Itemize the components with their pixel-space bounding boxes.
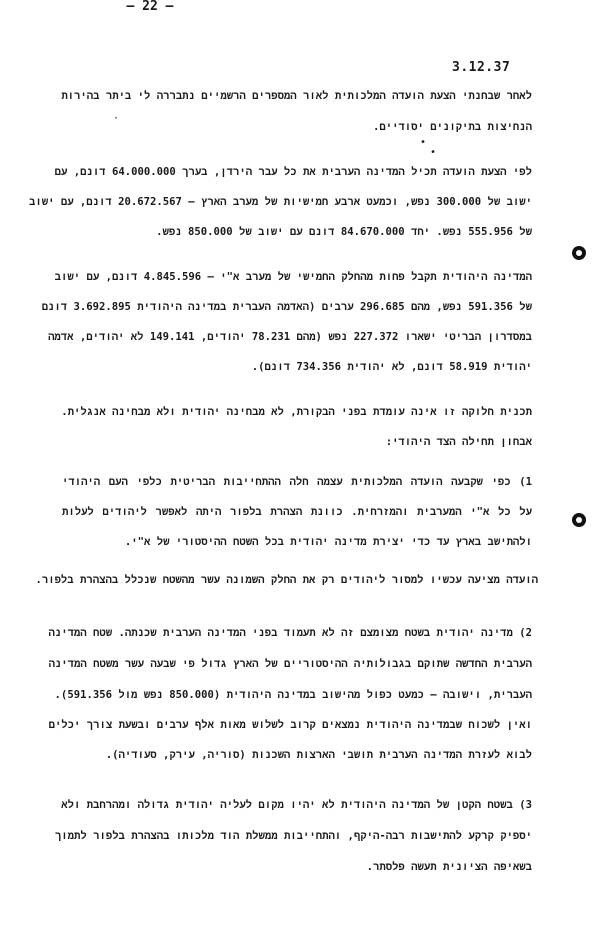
text-line: יספיק קרקע להתישבות רבה-היקף, והתחייבות ממשלת הוד מלכותו בהצהרת בלפור לתמוך [54, 830, 532, 842]
text-line: לאחר שבחנתי הצעת הועדה המלכותית לאור המספרים הרשמיים נתבררה לי ביתר בהירות [61, 90, 532, 102]
text-line: של 555.956 נפש. יחד 84.670.000 דונם עם ישוב של 850.000 נפש. [156, 226, 532, 238]
text-line: תכנית חלוקה זו אינה עומדת בפני הבקורת, לא מבחינה יהודית ולא מבחינה אנגלית. [61, 406, 532, 418]
text-line: 3) בשטח הקטן של המדינה היהודית לא יהיו מקום לעליה יהודית גדולה ומהרחבת ולא [61, 799, 532, 811]
scan-mark: • [420, 137, 427, 148]
text-line: על כל א"י המערבית והמזרחית. כוונת הצהרת בלפור היתה לאפשר ליהודים לעלות [62, 506, 532, 518]
text-line: המדינה היהודית תקבל פחות מהחלק החמישי של מערב א"י – 4.845.596 דונם, עם ישוב [54, 271, 532, 283]
text-line: הועדה מציעה עכשיו למסור ליהודים רק את החלק השמונה עשר מהשטח שנכלל בהצהרת בלפור. [35, 574, 538, 586]
scan-mark: · [113, 113, 120, 124]
letter-date: 3.12.37 [452, 60, 511, 75]
page-number: – 22 – [126, 0, 174, 14]
text-line: הערבית החדשה שתוקם בגבולותיה ההיסטוריים של הארץ גדול פי שבעה עשר משטח המדינה [48, 658, 532, 670]
text-line: 2) מדינה יהודית בשטח מצומצם זה לא תעמוד בפני המדינה הערבית שכנתה. שטח המדינה [48, 627, 532, 639]
text-line: לפי הצעת הועדה תכיל המדינה הערבית את כל עבר הירדן, בערך 64.000.000 דונם, עם [54, 166, 532, 178]
text-line: לבוא לעזרת המדינה הערבית תושבי הארצות השכנות (סוריה, עירק, סעודיה). [105, 749, 532, 761]
text-line: בשאיפה הציונית תעשה פלסתר. [366, 861, 532, 873]
scan-mark: • [430, 147, 437, 158]
text-line: אבחון תחילה הצד היהודי: [385, 436, 532, 448]
punch-hole-icon [572, 513, 586, 527]
text-line: 1) כפי שקבעה הועדה המלכותית עצמה חלה ההתחייבות הבריטית כלפי העם היהודי [62, 476, 532, 488]
text-line: במסדרון הבריטי ישארו 227.372 נפש (מהם 78.231 יהודים, 149.141 לא יהודים, אדמה [48, 331, 532, 343]
text-line: ישוב של 300.000 נפש, וכמעט ארבע חמישיות של מערב הארץ – 20.672.567 דונם, עם ישוב [29, 196, 532, 208]
text-line: ולהתישב בארץ עד כדי יצירת מדינה יהודית בכל השטח ההיסטורי של א"י. [124, 536, 532, 548]
text-line: ואין לשכוח שבמדינה היהודית נמצאים קרוב לשלוש מאות אלף ערבים ובשעת צורך יכלים [48, 719, 532, 731]
text-line: הנחיצות בתיקונים יסודיים. [373, 121, 532, 133]
text-line: יהודית 58.919 דונם, לא יהודית 734.356 דונם). [251, 361, 532, 373]
text-line: של 591.356 נפש, מהם 296.685 ערבים (האדמה העברית במדינה היהודית 3.692.895 דונם [41, 301, 532, 313]
text-line: העברית, וישובה – כמעט כפול מהישוב במדינה היהודית (850.000 נפש מול 591.356). [54, 689, 532, 701]
punch-hole-icon [572, 246, 586, 260]
